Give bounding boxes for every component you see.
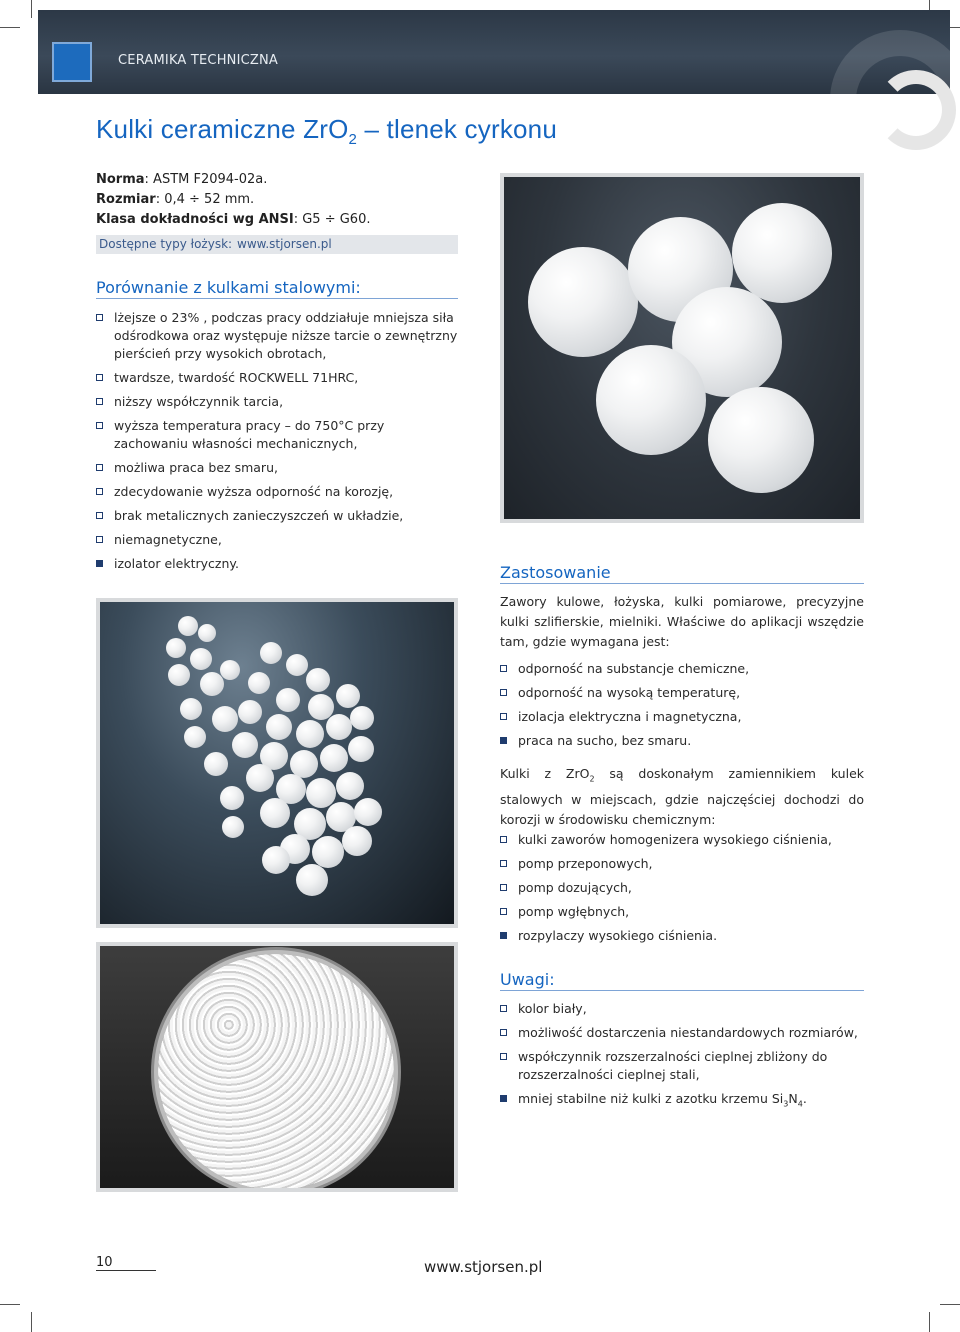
ceramic-ball — [336, 772, 364, 800]
header-band — [38, 10, 950, 94]
notes-list — [500, 1000, 864, 1120]
page-number-underline — [96, 1270, 156, 1271]
filled-square-bullet-icon — [500, 1095, 507, 1102]
ceramic-ball — [212, 706, 238, 732]
list-item — [500, 927, 864, 945]
scattered-balls-photo — [96, 598, 458, 928]
spec-rozmiar: Rozmiar: 0,4 ÷ 52 mm. — [96, 192, 255, 207]
page-title: Kulki ceramiczne ZrO$_2$ – tlenek cyrkonu — [96, 114, 557, 148]
list-item-text: izolator elektryczny. — [114, 556, 239, 571]
square-bullet-icon — [500, 665, 507, 672]
square-bullet-icon — [500, 1005, 507, 1012]
ceramic-ball — [596, 345, 706, 455]
square-bullet-icon — [96, 314, 103, 321]
list-item-text: praca na sucho, bez smaru. — [518, 733, 692, 748]
ceramic-ball — [178, 616, 198, 636]
list-item — [500, 903, 864, 921]
ceramic-ball — [306, 778, 336, 808]
ceramic-ball — [262, 846, 290, 874]
list-item-text: wyższa temperatura pracy – do 750°C przy zachowaniu własności mechanicznych, — [114, 418, 385, 451]
square-bullet-icon — [96, 512, 103, 519]
square-bullet-icon — [96, 464, 103, 471]
list-item — [96, 483, 458, 501]
list-item — [500, 1000, 864, 1018]
list-item-text: niemagnetyczne, — [114, 532, 222, 547]
list-item-text: pomp wgłębnych, — [518, 904, 630, 919]
filled-square-bullet-icon — [500, 932, 507, 939]
square-bullet-icon — [96, 422, 103, 429]
ceramic-ball — [166, 638, 186, 658]
petri-dish-photo — [96, 942, 458, 1192]
square-bullet-icon — [96, 374, 103, 381]
list-item-text: kulki zaworów homogenizera wysokiego ciśnienia, — [518, 832, 832, 847]
section-label: CERAMIKA TECHNICZNA — [118, 53, 279, 68]
application-para2: Kulki z ZrO$_2$ są doskonałym zamiennikiem kulek stalowych w miejscach, gdzie najczęściej dochodzi do korozji w środowisku chemicznym: — [500, 766, 865, 827]
ceramic-ball — [198, 624, 216, 642]
ceramic-ball — [204, 752, 228, 776]
ceramic-ball — [342, 826, 372, 856]
spec-norma: Norma: ASTM F2094-02a. — [96, 172, 268, 187]
ceramic-ball — [266, 714, 292, 740]
ceramic-ball — [350, 706, 374, 730]
square-bullet-icon — [500, 884, 507, 891]
filled-square-bullet-icon — [96, 560, 103, 567]
available-label: Dostępne typy łożysk: — [99, 237, 233, 251]
list-item — [96, 393, 458, 411]
square-bullet-icon — [500, 1053, 507, 1060]
ceramic-ball — [248, 672, 270, 694]
comparison-list — [96, 309, 458, 579]
square-bullet-icon — [500, 860, 507, 867]
square-bullet-icon — [96, 398, 103, 405]
crop-mark — [929, 1312, 930, 1332]
list-item-text: kolor biały, — [518, 1001, 587, 1016]
header-square-icon — [52, 42, 92, 82]
list-item-text: możliwość dostarczenia niestandardowych rozmiarów, — [518, 1025, 858, 1040]
comparison-heading: Porównanie z kulkami stalowymi: — [96, 278, 458, 299]
list-item-text: możliwa praca bez smaru, — [114, 460, 278, 475]
logo-swirl-icon — [876, 70, 956, 150]
list-item — [96, 555, 458, 573]
square-bullet-icon — [500, 1029, 507, 1036]
ceramic-ball — [296, 864, 328, 896]
list-item-text: izolacja elektryczna i magnetyczna, — [518, 709, 742, 724]
dish-of-balls — [158, 954, 394, 1188]
list-item — [96, 459, 458, 477]
square-bullet-icon — [96, 488, 103, 495]
list-item — [500, 660, 864, 678]
list-item-text: odporność na substancje chemiczne, — [518, 661, 750, 676]
list-item-text: zdecydowanie wyższa odporność na korozję, — [114, 484, 394, 499]
page-number: 10 — [96, 1255, 113, 1270]
ceramic-ball — [732, 203, 832, 303]
list-item-text: pomp przeponowych, — [518, 856, 653, 871]
list-item-text: niższy współczynnik tarcia, — [114, 394, 284, 409]
ceramic-ball — [260, 642, 282, 664]
ceramic-ball — [238, 700, 262, 724]
filled-square-bullet-icon — [500, 737, 507, 744]
crop-mark — [0, 1304, 20, 1305]
list-item — [500, 879, 864, 897]
ceramic-ball — [528, 247, 638, 357]
ceramic-ball — [326, 714, 352, 740]
list-item — [500, 732, 864, 750]
ceramic-ball — [184, 726, 206, 748]
available-link[interactable]: www.stjorsen.pl — [237, 237, 332, 251]
square-bullet-icon — [96, 536, 103, 543]
spec-klasa: Klasa dokładności wg ANSI: G5 ÷ G60. — [96, 212, 371, 227]
ceramic-ball — [708, 387, 814, 493]
ceramic-ball — [190, 648, 212, 670]
ceramic-ball — [200, 672, 224, 696]
list-item-text: rozpylaczy wysokiego ciśnienia. — [518, 928, 718, 943]
list-item — [500, 855, 864, 873]
list-item-text: brak metalicznych zanieczyszczeń w układzie, — [114, 508, 404, 523]
list-item — [500, 831, 864, 849]
list-item — [500, 1048, 864, 1084]
list-item — [96, 369, 458, 387]
notes-heading: Uwagi: — [500, 970, 864, 991]
crop-mark — [31, 0, 32, 18]
list-item — [96, 417, 458, 453]
application-list — [500, 660, 864, 756]
ceramic-ball — [320, 744, 348, 772]
ceramic-ball — [260, 798, 290, 828]
balls-closeup-photo — [500, 173, 864, 523]
ceramic-ball — [276, 688, 300, 712]
ceramic-ball — [220, 786, 244, 810]
list-item-text: mniej stabilne niż kulki z azotku krzemu $Si_3N_4$. — [518, 1091, 807, 1109]
available-bearings-bar — [96, 235, 458, 254]
application-heading: Zastosowanie — [500, 563, 864, 584]
list-item — [500, 1090, 864, 1114]
list-item — [96, 531, 458, 549]
pump-list — [500, 831, 864, 951]
ceramic-ball — [222, 816, 244, 838]
ceramic-ball — [232, 732, 258, 758]
list-item-text: odporność na wysoką temperaturę, — [518, 685, 741, 700]
ceramic-ball — [306, 668, 330, 692]
square-bullet-icon — [500, 689, 507, 696]
ceramic-ball — [168, 664, 190, 686]
list-item-text: twardsze, twardość ROCKWELL 71HRC, — [114, 370, 359, 385]
square-bullet-icon — [500, 713, 507, 720]
ceramic-ball — [348, 736, 374, 762]
ceramic-ball — [336, 684, 360, 708]
crop-mark — [940, 1304, 960, 1305]
ceramic-ball — [286, 654, 308, 676]
list-item — [96, 507, 458, 525]
ceramic-ball — [312, 836, 344, 868]
list-item — [500, 684, 864, 702]
ceramic-ball — [246, 764, 274, 792]
list-item-text: pomp dozujących, — [518, 880, 632, 895]
square-bullet-icon — [500, 836, 507, 843]
list-item-text: lżejsze o 23% , podczas pracy oddziałuje mniejsza siła odśrodkowa oraz występuje niższe tarcie o zewnętrzny pierścień przy wysokich obrotach, — [114, 310, 458, 361]
list-item-text: współczynnik rozszerzalności cieplnej zbliżony do rozszerzalności cieplnej stali, — [518, 1049, 828, 1082]
list-item — [500, 1024, 864, 1042]
application-intro: Zawory kulowe, łożyska, kulki pomiarowe, precyzyjne kulki szlifierskie, mielniki. Właściwe do aplikacji wszędzie tam, gdzie wymagana jest: — [500, 594, 864, 649]
ceramic-ball — [354, 798, 382, 826]
crop-mark — [0, 27, 20, 28]
ceramic-ball — [296, 720, 324, 748]
footer-url[interactable]: www.stjorsen.pl — [424, 1258, 543, 1276]
ceramic-ball — [220, 660, 240, 680]
list-item — [96, 309, 458, 363]
list-item — [500, 708, 864, 726]
ceramic-ball — [180, 698, 202, 720]
crop-mark — [31, 1312, 32, 1332]
square-bullet-icon — [500, 908, 507, 915]
